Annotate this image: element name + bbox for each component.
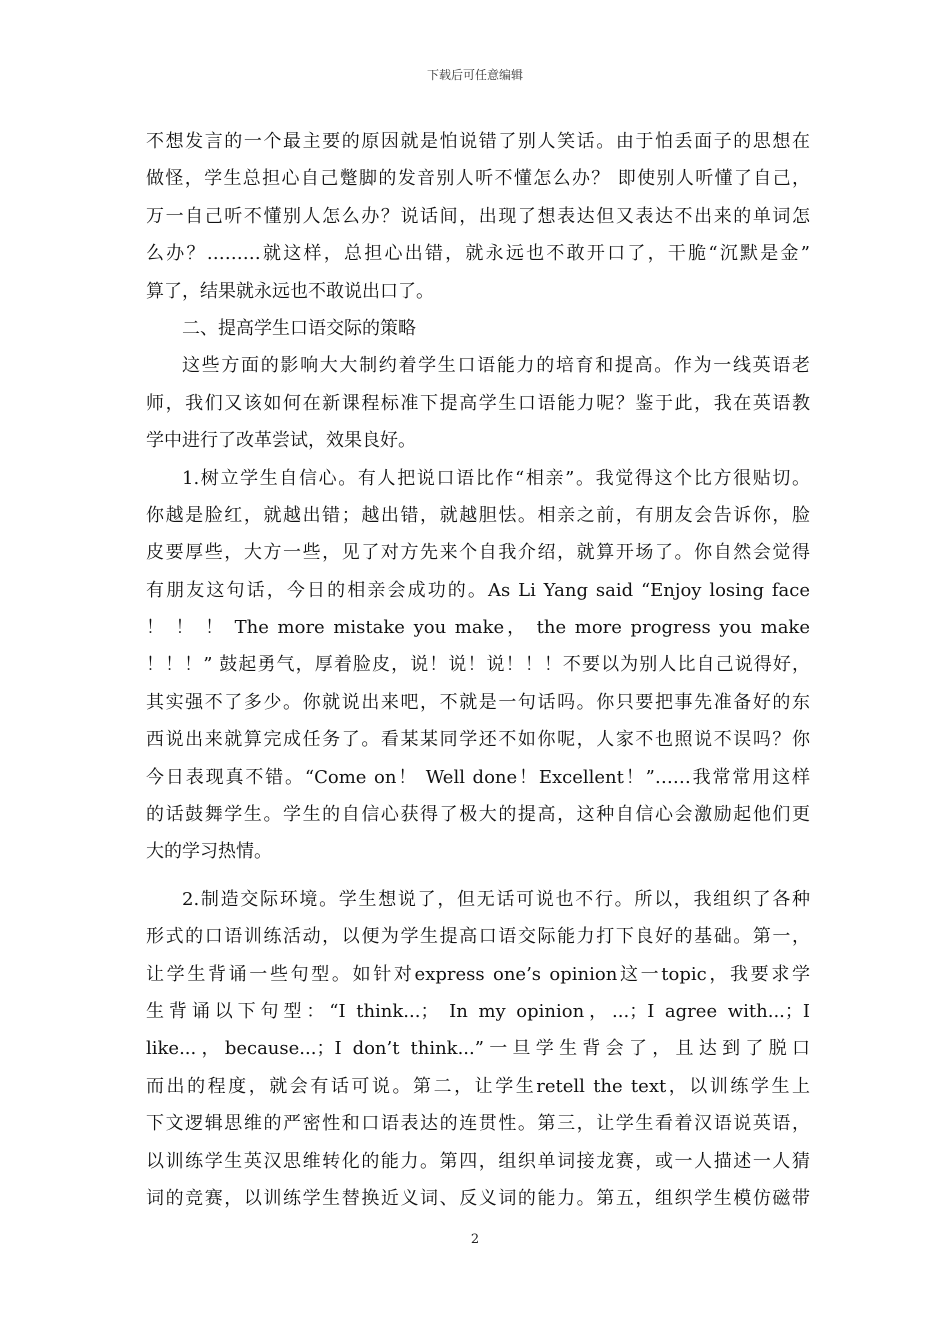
paragraph bbox=[146, 881, 810, 1218]
page-number: 2 bbox=[470, 1232, 480, 1247]
section-heading bbox=[146, 310, 810, 347]
text-line: 而出的程度，就会有话可说。第二，让学生retell the text，以训练学生上 bbox=[146, 1075, 810, 1097]
paragraph bbox=[146, 123, 810, 310]
document-body bbox=[146, 123, 810, 1217]
text-line: 算了，结果就永远也不敢说出口了。 bbox=[146, 280, 434, 302]
text-line: 学中进行了改革尝试，效果良好。 bbox=[146, 430, 416, 452]
text-line: 西说出来就算完成任务了。看某某同学还不如你呢，人家不也照说不误吗？你 bbox=[146, 729, 810, 751]
text-line: 大的学习热情。 bbox=[146, 841, 272, 863]
text-line: 词的竞赛，以训练学生替换近义词、反义词的能力。第五，组织学生模仿磁带 bbox=[146, 1187, 810, 1209]
paragraph-gap bbox=[146, 871, 810, 881]
text-line: 万一自己听不懂别人怎么办？说话间，出现了想表达但又表达不出来的单词怎 bbox=[146, 205, 810, 227]
text-line: 2.制造交际环境。学生想说了，但无话可说也不行。所以，我组织了各种 bbox=[182, 888, 810, 910]
paragraph bbox=[146, 460, 810, 871]
paragraph bbox=[146, 347, 810, 459]
text-line: 生背诵以下句型：“I think...； In my opinion，...；I agree with...；I bbox=[146, 1000, 810, 1022]
text-line: 你越是脸红，就越出错；越出错，就越胆怯。相亲之前，有朋友会告诉你，脸 bbox=[146, 504, 810, 526]
text-line: like...，because...；I don’t think...”一旦学生背会了，且达到了脱口 bbox=[146, 1038, 810, 1060]
text-line: 师，我们又该如何在新课程标准下提高学生口语能力呢？鉴于此，我在英语教 bbox=[146, 392, 810, 414]
text-line: 今日表现真不错。“Come on！ Well done！Excellent！”……我常常用这样 bbox=[146, 766, 810, 788]
text-line: 以训练学生英汉思维转化的能力。第四，组织单词接龙赛，或一人描述一人猜 bbox=[146, 1150, 810, 1172]
text-line: 的话鼓舞学生。学生的自信心获得了极大的提高，这种自信心会激励起他们更 bbox=[146, 804, 810, 826]
text-line: 其实强不了多少。你就说出来吧，不就是一句话吗。你只要把事先准备好的东 bbox=[146, 691, 810, 713]
text-line: ！ ！ ！ The more mistake you make， the more progress you make bbox=[146, 617, 810, 639]
text-line: 形式的口语训练活动，以便为学生提高口语交际能力打下良好的基础。第一， bbox=[146, 926, 810, 948]
text-line: 不想发言的一个最主要的原因就是怕说错了别人笑话。由于怕丢面子的思想在 bbox=[146, 131, 810, 152]
text-line: ！！！” 鼓起勇气，厚着脸皮，说！说！说！！！不要以为别人比自己说得好， bbox=[146, 654, 810, 676]
page-header: 下载后可任意编辑 bbox=[426, 68, 523, 82]
text-line: 么办？………就这样，总担心出错，就永远也不敢开口了，干脆“沉默是金” bbox=[146, 243, 810, 265]
text-line: 下文逻辑思维的严密性和口语表达的连贯性。第三，让学生看着汉语说英语， bbox=[146, 1113, 810, 1135]
text-line: 做怪，学生总担心自己蹩脚的发音别人听不懂怎么办？ 即使别人听懂了自己， bbox=[146, 168, 810, 190]
text-line: 1.树立学生自信心。有人把说口语比作“相亲”。我觉得这个比方很贴切。 bbox=[182, 467, 810, 489]
text-line: 皮要厚些，大方一些，见了对方先来个自我介绍，就算开场了。你自然会觉得 bbox=[146, 542, 810, 564]
text-line: 让学生背诵一些句型。如针对express one’s opinion这一topic，我要求学 bbox=[146, 963, 810, 985]
text-line: 二、提高学生口语交际的策略 bbox=[182, 317, 416, 339]
text-line: 有朋友这句话，今日的相亲会成功的。As Li Yang said “Enjoy losing face bbox=[146, 579, 810, 601]
text-line: 这些方面的影响大大制约着学生口语能力的培育和提高。作为一线英语老 bbox=[182, 355, 810, 377]
